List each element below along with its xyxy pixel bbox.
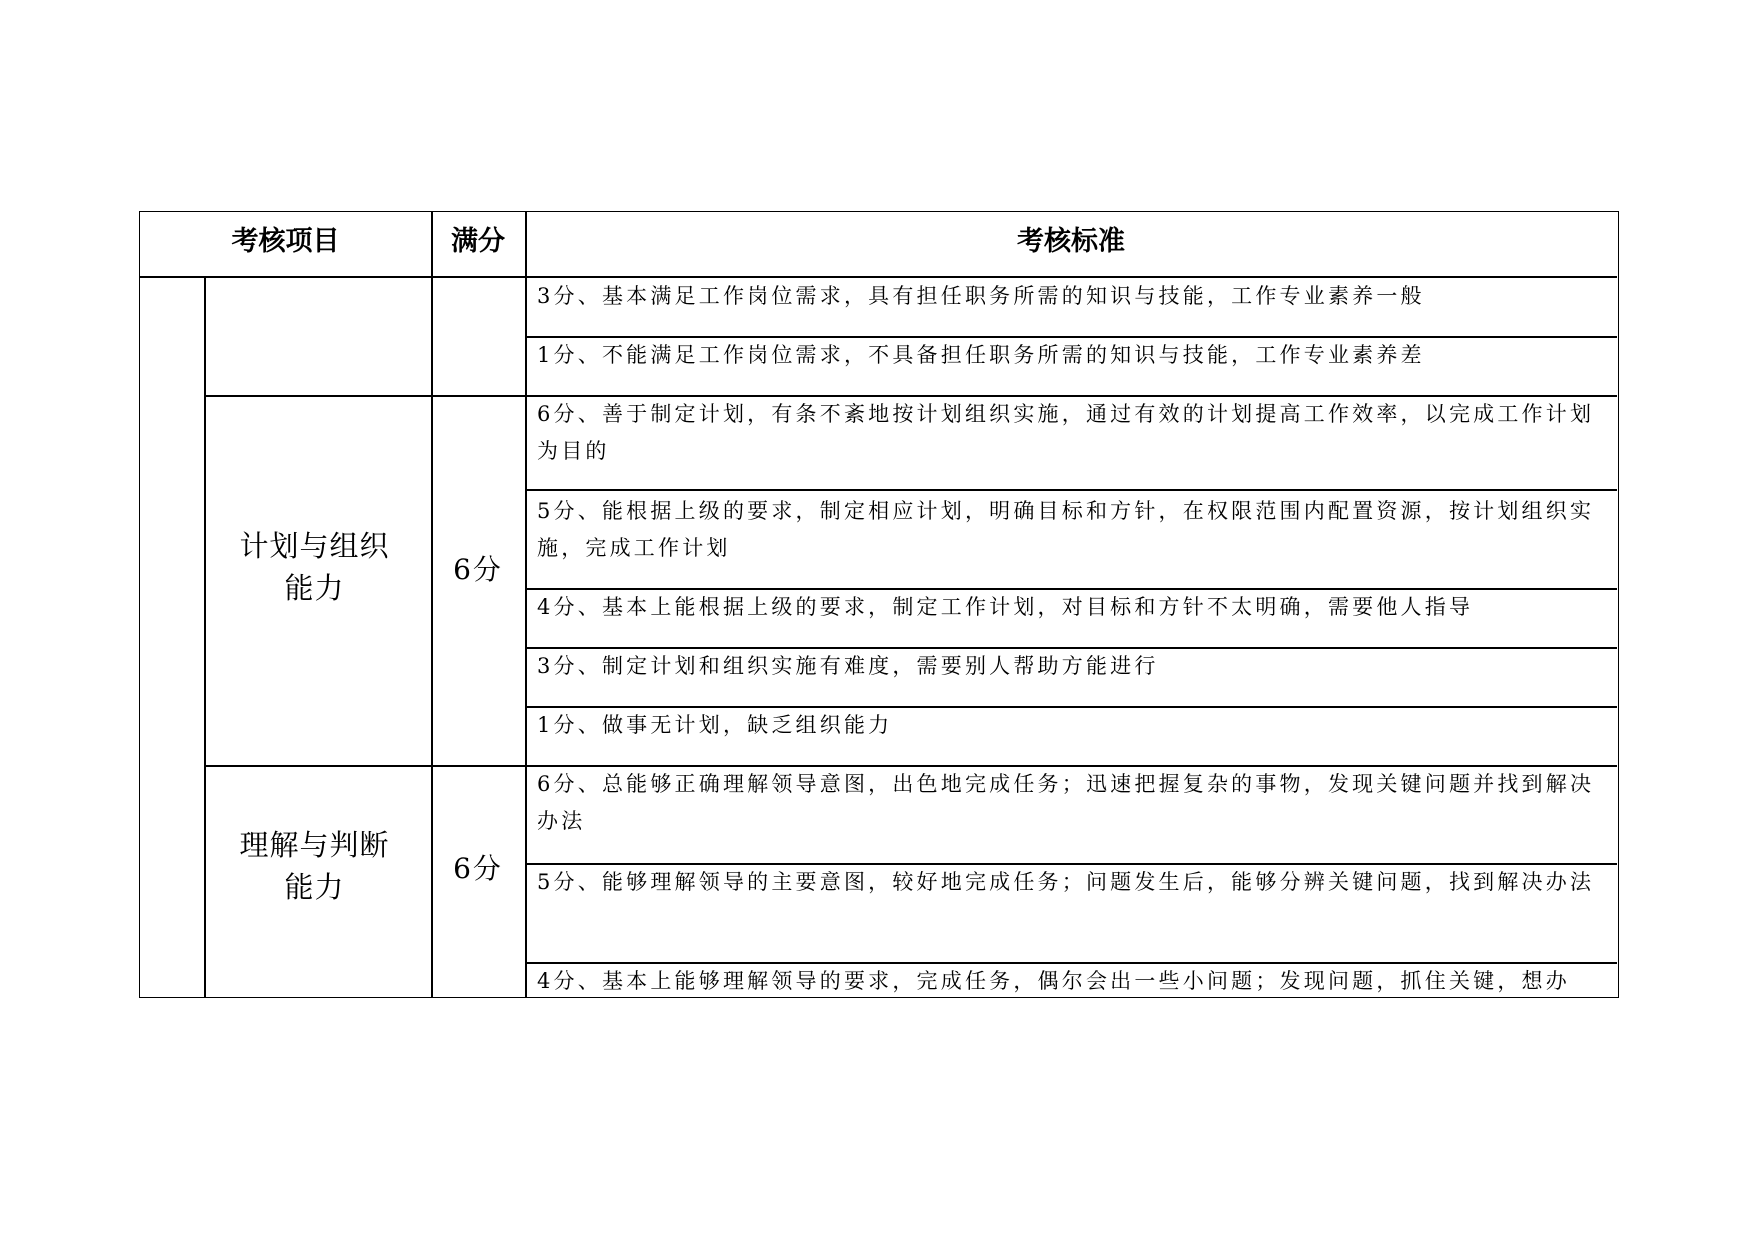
header-item: 考核项目	[231, 226, 340, 257]
criteria-text: 6分、总能够正确理解领导意图，出色地完成任务；迅速把握复杂的事物，发现关键问题并找到解决办法	[537, 772, 1595, 833]
full-score: 6分	[453, 553, 503, 586]
criteria-text: 1分、不能满足工作岗位需求，不具备担任职务所需的知识与技能，工作专业素养差	[537, 343, 1425, 367]
item-name: 计划与组织能力	[239, 529, 390, 605]
assessment-table	[139, 211, 1619, 998]
criteria-text: 6分、善于制定计划，有条不紊地按计划组织实施，通过有效的计划提高工作效率，以完成工作计划为目的	[537, 402, 1595, 463]
divider-col-c	[525, 212, 527, 997]
criteria-text: 4分、基本上能根据上级的要求，制定工作计划，对目标和方针不太明确，需要他人指导	[537, 595, 1474, 619]
header-standard: 考核标准	[1017, 226, 1125, 257]
row-divider	[525, 489, 1617, 491]
header-score: 满分	[451, 226, 505, 257]
criteria-text: 3分、基本满足工作岗位需求，具有担任职务所需的知识与技能，工作专业素养一般	[537, 284, 1425, 308]
full-score: 6分	[453, 852, 503, 885]
criteria-text: 3分、制定计划和组织实施有难度，需要别人帮助方能进行	[537, 654, 1159, 678]
criteria-text: 1分、做事无计划，缺乏组织能力	[537, 713, 893, 737]
criteria-text: 5分、能够理解领导的主要意图，较好地完成任务；问题发生后，能够分辨关键问题，找到解决办法	[537, 870, 1595, 894]
criteria-text: 5分、能根据上级的要求，制定相应计划，明确目标和方针，在权限范围内配置资源，按计划组织实施，完成工作计划	[537, 499, 1595, 560]
criteria-text: 4分、基本上能够理解领导的要求，完成任务，偶尔会出一些小问题；发现问题，抓住关键，想办	[537, 969, 1570, 993]
item-name: 理解与判断能力	[239, 828, 390, 904]
divider-col-a	[204, 276, 206, 997]
